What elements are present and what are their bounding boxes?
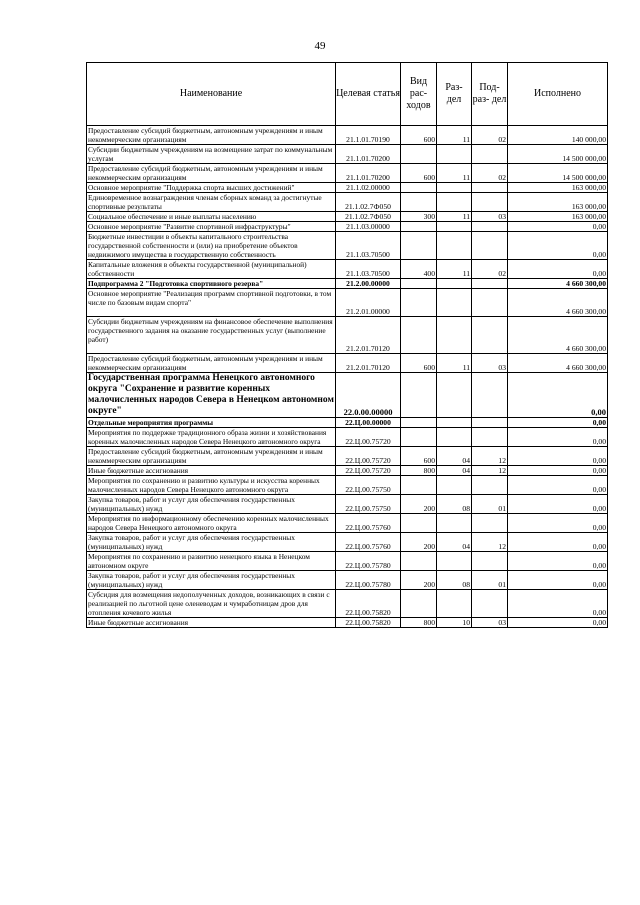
table-row [87, 354, 608, 373]
cell-subsection [472, 289, 508, 317]
cell-expense-type: 800 [401, 618, 437, 628]
table-row [87, 571, 608, 590]
cell-subsection [472, 222, 508, 232]
cell-executed: 4 660 300,00 [508, 317, 608, 354]
cell-section [437, 222, 472, 232]
cell-name: Отдельные мероприятия программы [87, 418, 336, 428]
cell-section [437, 279, 472, 289]
cell-section [437, 317, 472, 354]
cell-subsection [472, 232, 508, 260]
cell-target-article: 21.1.02.00000 [336, 183, 401, 193]
cell-target-article: 21.1.03.70500 [336, 232, 401, 260]
cell-subsection [472, 476, 508, 495]
cell-expense-type: 600 [401, 354, 437, 373]
cell-executed: 140 000,00 [508, 126, 608, 145]
cell-executed: 0,00 [508, 232, 608, 260]
cell-target-article: 21.1.03.70500 [336, 260, 401, 279]
cell-section [437, 289, 472, 317]
cell-section: 11 [437, 354, 472, 373]
cell-name: Мероприятия по поддержке традиционного образа жизни и хозяйствования коренных малочисленных народов Севера Ненецкого автономного округа [87, 428, 336, 447]
cell-target-article: 22.Ц.00.75820 [336, 590, 401, 618]
header-target-article: Целевая статья [336, 63, 401, 126]
cell-executed: 163 000,00 [508, 193, 608, 212]
cell-name: Мероприятия по информационному обеспечению коренных малочисленных народов Севера Ненецкого автономного округа [87, 514, 336, 533]
cell-target-article: 22.Ц.00.75760 [336, 514, 401, 533]
cell-name: Бюджетные инвестиции в объекты капитального строительства государственной собственности и (или) на приобретение объектов недвижимого имущества в государственную собственность [87, 232, 336, 260]
table-row [87, 466, 608, 476]
cell-executed: 0,00 [508, 428, 608, 447]
cell-section [437, 418, 472, 428]
cell-expense-type: 200 [401, 533, 437, 552]
table-row [87, 232, 608, 260]
cell-name: Субсидия для возмещения недополученных доходов, возникающих в связи с реализацией по льготной цене оленеводам и чумработницам дров для отопления кочевого жилья [87, 590, 336, 618]
cell-target-article: 22.0.00.00000 [336, 373, 401, 418]
cell-subsection: 12 [472, 533, 508, 552]
cell-expense-type: 200 [401, 495, 437, 514]
cell-expense-type [401, 145, 437, 164]
cell-subsection: 12 [472, 466, 508, 476]
cell-executed: 4 660 300,00 [508, 354, 608, 373]
table-body [87, 126, 608, 628]
page-number: 49 [314, 40, 326, 52]
cell-name: Предоставление субсидий бюджетным, автономным учреждениям и иным некоммерческим организациям [87, 354, 336, 373]
cell-expense-type: 600 [401, 126, 437, 145]
cell-name: Единовременное вознаграждения членам сборных команд за достигнутые спортивные результаты [87, 193, 336, 212]
cell-name: Предоставление субсидий бюджетным, автономным учреждениям и иным некоммерческим организациям [87, 126, 336, 145]
cell-expense-type [401, 317, 437, 354]
table-row [87, 373, 608, 418]
cell-executed: 0,00 [508, 495, 608, 514]
cell-executed: 0,00 [508, 373, 608, 418]
cell-subsection: 01 [472, 495, 508, 514]
header-subsection: Под- раз- дел [472, 63, 508, 126]
cell-executed: 14 500 000,00 [508, 145, 608, 164]
cell-expense-type: 400 [401, 260, 437, 279]
cell-subsection: 02 [472, 260, 508, 279]
table-row [87, 418, 608, 428]
cell-name: Мероприятия по сохранению и развитию ненецкого языка в Ненецком автономном округе [87, 552, 336, 571]
cell-executed: 0,00 [508, 571, 608, 590]
cell-subsection [472, 145, 508, 164]
cell-name: Государственная программа Ненецкого автономного округа "Сохранение и развитие коренных малочисленных народов Севера в Ненецком автономном округе" [88, 373, 334, 416]
cell-name: Мероприятия по сохранению и развитию культуры и искусства коренных малочисленных народов Севера Ненецкого автономного округа [87, 476, 336, 495]
cell-expense-type [401, 590, 437, 618]
cell-section: 04 [437, 466, 472, 476]
cell-target-article: 21.1.02.7Ф050 [336, 193, 401, 212]
cell-target-article: 21.1.01.70190 [336, 126, 401, 145]
table-row [87, 164, 608, 183]
cell-section: 11 [437, 260, 472, 279]
table-row [87, 495, 608, 514]
cell-subsection: 03 [472, 354, 508, 373]
cell-section: 11 [437, 126, 472, 145]
cell-executed: 4 660 300,00 [508, 289, 608, 317]
cell-name: Социальное обеспечение и иные выплаты населению [87, 212, 336, 222]
header-section: Раз- дел [437, 63, 472, 126]
cell-subsection: 02 [472, 164, 508, 183]
cell-target-article: 22.Ц.00.75760 [336, 533, 401, 552]
cell-target-article: 22.Ц.00.00000 [336, 418, 401, 428]
cell-name: Закупка товаров, работ и услуг для обеспечения государственных (муниципальных) нужд [87, 571, 336, 590]
cell-target-article: 21.2.00.00000 [336, 279, 401, 289]
cell-section [437, 373, 472, 418]
cell-expense-type: 600 [401, 447, 437, 466]
cell-target-article: 21.1.01.70200 [336, 145, 401, 164]
cell-name: Закупка товаров, работ и услуг для обеспечения государственных (муниципальных) нужд [87, 495, 336, 514]
cell-expense-type [401, 183, 437, 193]
cell-section [437, 232, 472, 260]
cell-name: Закупка товаров, работ и услуг для обеспечения государственных (муниципальных) нужд [87, 533, 336, 552]
cell-target-article: 21.1.02.7Ф050 [336, 212, 401, 222]
cell-expense-type [401, 428, 437, 447]
table-row [87, 618, 608, 628]
cell-target-article: 21.1.01.70200 [336, 164, 401, 183]
cell-subsection: 03 [472, 618, 508, 628]
table-row [87, 289, 608, 317]
cell-executed: 0,00 [508, 260, 608, 279]
table-row [87, 552, 608, 571]
table-row [87, 193, 608, 212]
cell-section: 04 [437, 447, 472, 466]
cell-expense-type [401, 373, 437, 418]
cell-executed: 0,00 [508, 466, 608, 476]
cell-executed: 0,00 [508, 222, 608, 232]
cell-subsection [472, 590, 508, 618]
cell-expense-type: 600 [401, 164, 437, 183]
cell-target-article: 22.Ц.00.75820 [336, 618, 401, 628]
table-row [87, 476, 608, 495]
cell-expense-type [401, 222, 437, 232]
cell-section: 11 [437, 164, 472, 183]
cell-section [437, 514, 472, 533]
cell-target-article: 22.Ц.00.75720 [336, 466, 401, 476]
table-row [87, 260, 608, 279]
cell-subsection: 02 [472, 126, 508, 145]
cell-executed: 0,00 [508, 618, 608, 628]
cell-subsection [472, 193, 508, 212]
cell-name: Основное мероприятие "Поддержка спорта высших достижений" [87, 183, 336, 193]
cell-executed: 163 000,00 [508, 183, 608, 193]
cell-executed: 0,00 [508, 476, 608, 495]
cell-subsection [472, 428, 508, 447]
cell-executed: 4 660 300,00 [508, 279, 608, 289]
cell-expense-type [401, 289, 437, 317]
cell-target-article: 21.2.01.00000 [336, 289, 401, 317]
cell-name: Основное мероприятие "Развитие спортивной инфраструктуры" [87, 222, 336, 232]
cell-target-article: 22.Ц.00.75720 [336, 447, 401, 466]
cell-subsection: 12 [472, 447, 508, 466]
cell-subsection [472, 418, 508, 428]
cell-target-article: 21.1.03.00000 [336, 222, 401, 232]
cell-executed: 0,00 [508, 418, 608, 428]
header-executed: Исполнено [508, 63, 608, 126]
cell-executed: 0,00 [508, 552, 608, 571]
cell-subsection [472, 514, 508, 533]
cell-executed: 14 500 000,00 [508, 164, 608, 183]
cell-executed: 0,00 [508, 514, 608, 533]
table-row [87, 145, 608, 164]
table-row [87, 222, 608, 232]
cell-expense-type [401, 552, 437, 571]
cell-target-article: 21.2.01.70120 [336, 317, 401, 354]
cell-section [437, 183, 472, 193]
cell-executed: 0,00 [508, 533, 608, 552]
cell-expense-type [401, 193, 437, 212]
table-row [87, 183, 608, 193]
cell-subsection [472, 183, 508, 193]
cell-executed: 0,00 [508, 590, 608, 618]
cell-name: Иные бюджетные ассигнования [87, 618, 336, 628]
cell-name: Субсидии бюджетным учреждениям на финансовое обеспечение выполнения государственного задания на оказание государственных услуг (выполнение работ) [87, 317, 336, 354]
cell-expense-type: 800 [401, 466, 437, 476]
cell-section: 10 [437, 618, 472, 628]
table-row [87, 590, 608, 618]
cell-subsection [472, 373, 508, 418]
cell-subsection [472, 279, 508, 289]
cell-expense-type [401, 418, 437, 428]
header-name: Наименование [87, 63, 336, 126]
cell-section: 08 [437, 571, 472, 590]
table-row [87, 317, 608, 354]
cell-subsection [472, 317, 508, 354]
table-row [87, 428, 608, 447]
cell-name: Подпрограмма 2 "Подготовка спортивного резерва" [87, 279, 336, 289]
cell-target-article: 21.2.01.70120 [336, 354, 401, 373]
table-row [87, 447, 608, 466]
cell-target-article: 22.Ц.00.75750 [336, 476, 401, 495]
header-expense-type: Вид рас- ходов [401, 63, 437, 126]
cell-section [437, 193, 472, 212]
cell-subsection: 03 [472, 212, 508, 222]
cell-target-article: 22.Ц.00.75780 [336, 571, 401, 590]
cell-subsection [472, 552, 508, 571]
cell-expense-type: 300 [401, 212, 437, 222]
table-row [87, 514, 608, 533]
cell-section: 08 [437, 495, 472, 514]
table-row [87, 212, 608, 222]
cell-section [437, 590, 472, 618]
cell-section [437, 428, 472, 447]
cell-expense-type [401, 232, 437, 260]
cell-section [437, 552, 472, 571]
table-row [87, 126, 608, 145]
cell-expense-type [401, 279, 437, 289]
cell-expense-type [401, 514, 437, 533]
cell-subsection: 01 [472, 571, 508, 590]
cell-name: Предоставление субсидий бюджетным, автономным учреждениям и иным некоммерческим организациям [87, 164, 336, 183]
cell-target-article: 22.Ц.00.75720 [336, 428, 401, 447]
cell-section [437, 476, 472, 495]
cell-target-article: 22.Ц.00.75750 [336, 495, 401, 514]
table-row [87, 533, 608, 552]
cell-executed: 0,00 [508, 447, 608, 466]
cell-section: 11 [437, 212, 472, 222]
cell-name: Иные бюджетные ассигнования [87, 466, 336, 476]
cell-section [437, 145, 472, 164]
budget-table [86, 62, 608, 628]
cell-name: Предоставление субсидий бюджетным, автономным учреждениям и иным некоммерческим организациям [87, 447, 336, 466]
cell-executed: 163 000,00 [508, 212, 608, 222]
cell-name: Капитальные вложения в объекты государственной (муниципальной) собственности [87, 260, 336, 279]
cell-section: 04 [437, 533, 472, 552]
table-header-row [87, 63, 608, 126]
cell-name: Субсидии бюджетным учреждениям на возмещение затрат по коммунальным услугам [87, 145, 336, 164]
table-row [87, 279, 608, 289]
cell-name: Основное мероприятие "Реализация программ спортивной подготовки, в том числе по базовым видам спорта" [87, 289, 336, 317]
cell-expense-type: 200 [401, 571, 437, 590]
cell-expense-type [401, 476, 437, 495]
cell-target-article: 22.Ц.00.75780 [336, 552, 401, 571]
